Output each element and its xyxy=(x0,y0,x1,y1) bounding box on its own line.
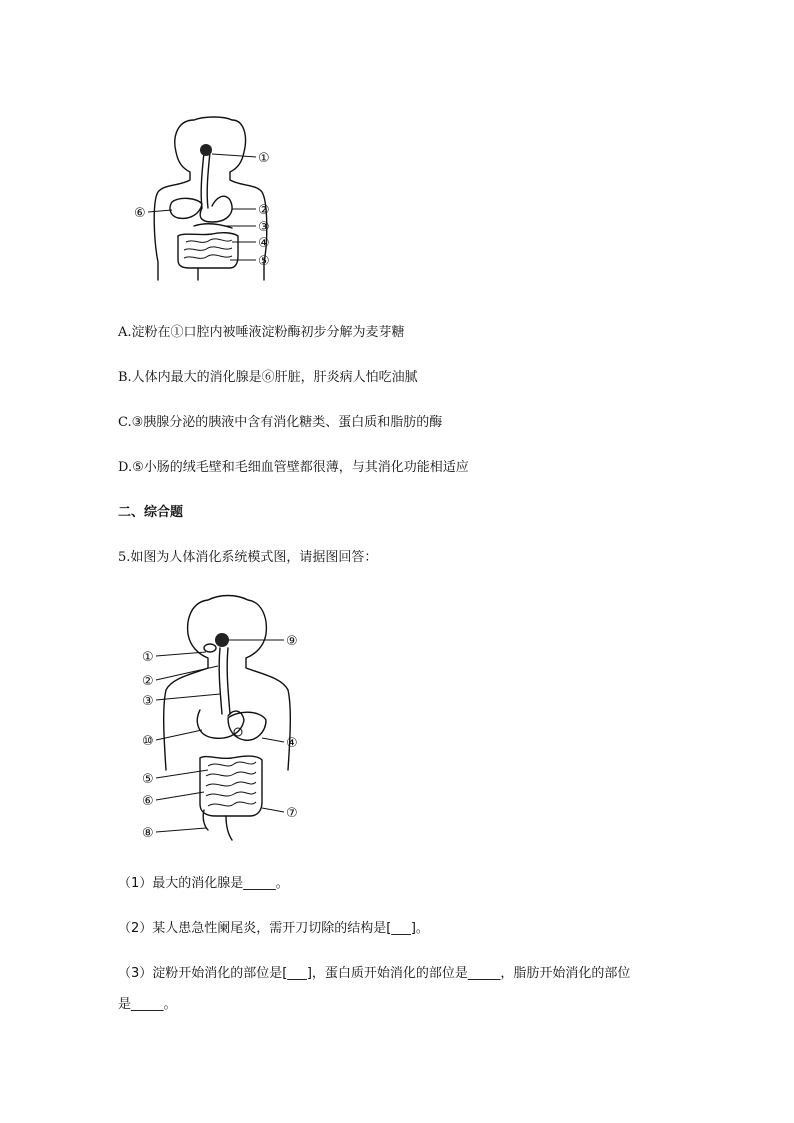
marker-4: ④ xyxy=(258,236,270,251)
liver xyxy=(170,198,202,218)
oral-cavity xyxy=(215,633,229,647)
marker-6: ⑥ xyxy=(142,794,154,809)
option-a: A.淀粉在①口腔内被唾液淀粉酶初步分解为麦芽糖 xyxy=(118,325,405,340)
marker-10: ⑩ xyxy=(142,734,154,749)
marker-8: ⑧ xyxy=(142,826,154,841)
marker-5: ⑤ xyxy=(258,254,270,269)
small-intestine xyxy=(206,762,256,806)
esophagus xyxy=(201,152,210,208)
option-b: B.人体内最大的消化腺是⑥肝脏，肝炎病人怕吃油腻 xyxy=(118,370,418,385)
sub-question-3-line-2: 是_____。 xyxy=(118,997,177,1012)
small-intestine xyxy=(184,239,232,258)
appendix xyxy=(203,810,208,830)
oral-cavity xyxy=(200,144,212,156)
sub-question-3-line-1: （3）淀粉开始消化的部位是[___]，蛋白质开始消化的部位是_____，脂肪开始消化的部位 xyxy=(118,966,631,981)
section-heading: 二、综合题 xyxy=(118,505,184,520)
liver xyxy=(228,712,266,740)
marker-5: ⑤ xyxy=(142,772,154,787)
marker-1: ① xyxy=(142,650,154,665)
marker-1: ① xyxy=(258,151,270,166)
stomach xyxy=(197,710,244,738)
marker-2: ② xyxy=(142,674,154,689)
digestive-system-diagram-2 xyxy=(138,590,328,845)
marker-2: ② xyxy=(258,203,270,218)
marker-3: ③ xyxy=(258,220,270,235)
rectum xyxy=(226,816,232,840)
esophagus xyxy=(219,648,230,714)
question-5-stem: 5.如图为人体消化系统模式图，请据图回答： xyxy=(118,550,378,565)
option-d: D.⑤小肠的绒毛壁和毛细血管壁都很薄，与其消化功能相适应 xyxy=(118,460,469,475)
option-c: C.③胰腺分泌的胰液中含有消化糖类、蛋白质和脂肪的酶 xyxy=(118,415,443,430)
digestive-system-diagram-1 xyxy=(120,112,290,292)
body-outline xyxy=(164,596,291,771)
salivary-gland xyxy=(204,644,216,652)
marker-3: ③ xyxy=(142,694,154,709)
marker-9: ⑨ xyxy=(286,634,298,649)
marker-6: ⑥ xyxy=(134,206,146,221)
marker-7: ⑦ xyxy=(286,806,298,821)
stomach xyxy=(200,196,232,222)
sub-question-2: （2）某人患急性阑尾炎，需开刀切除的结构是[___]。 xyxy=(118,921,429,936)
sub-question-1: （1）最大的消化腺是_____。 xyxy=(118,876,289,891)
large-intestine xyxy=(178,233,238,268)
marker-4: ④ xyxy=(286,736,298,751)
